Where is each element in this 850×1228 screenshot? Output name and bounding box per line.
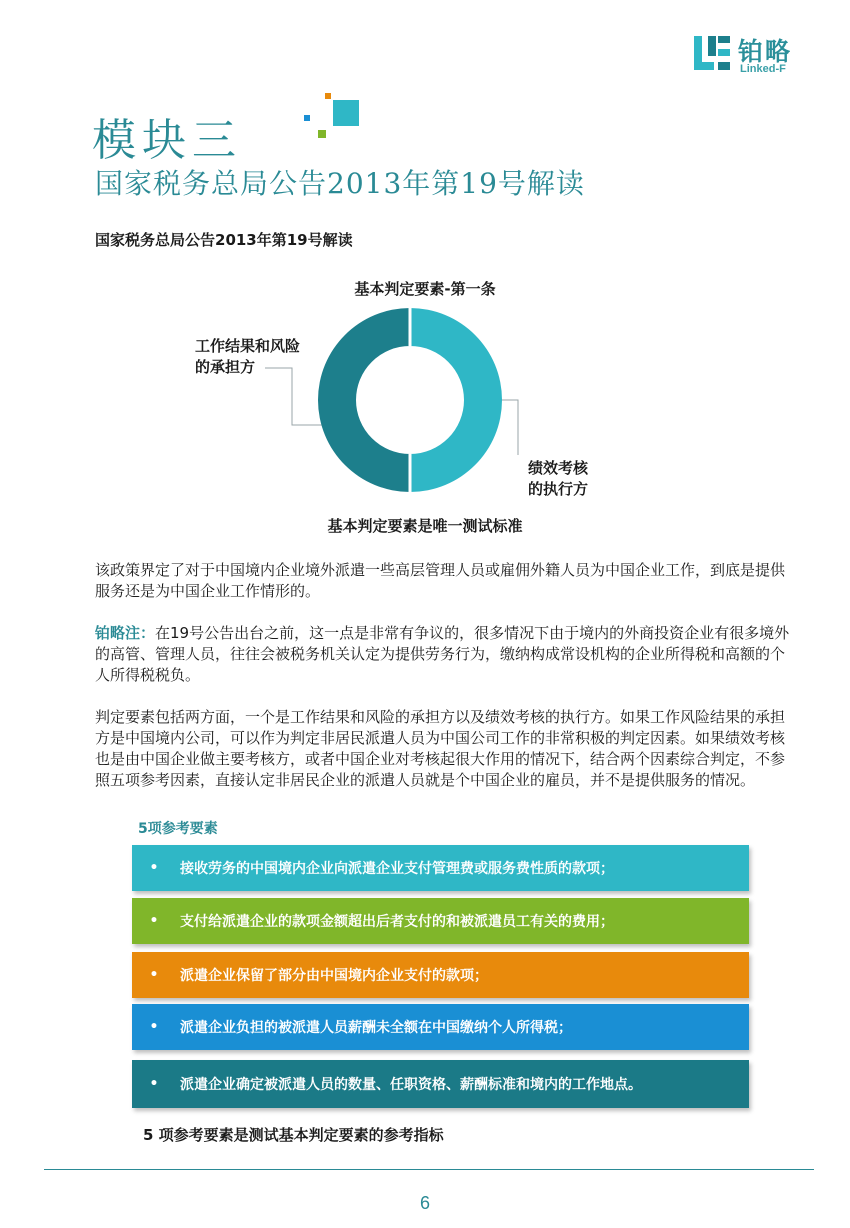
deco-square-large [333, 100, 359, 126]
figure-caption: 基本判定要素是唯一测试标准 [327, 517, 523, 535]
bullet-icon: • [149, 1019, 159, 1035]
logo-brand-text: 铂略 [738, 37, 793, 66]
logo-mark-icon [694, 36, 730, 70]
module-subtitle: 国家税务总局公告2013年第19号解读 [95, 167, 585, 200]
bullet-icon: • [149, 860, 159, 876]
figure-label-performance [528, 458, 588, 500]
paragraph-policy-scope: 该政策界定了对于中国境内企业境外派遣一些高层管理人员或雇佣外籍人员为中国企业工作，到底是提供服务还是为中国企业工作情形的。 [95, 561, 786, 600]
paragraph-determination: 判定要素包括两方面，一个是工作结果和风险的承担方以及绩效考核的执行方。如果工作风险结果的承担方是中国境内公司，可以作为判定非居民派遣人员为中国公司工作的非常积极的判定因素。如果绩效考核也是由中国企业做主要考核方，或者中国企业对考核起很大作用的情况下，结合两个因素综合判定，不参照五项参考因素，直接认定非居民企业的派遣人员就是个中国企业的雇员，并不是提供服务的情况。 [95, 708, 786, 789]
factor-text: 派遣企业确定被派遣人员的数量、任职资格、薪酬标准和境内的工作地点。 [180, 1077, 642, 1093]
figure-label-performance-line2: 的执行方 [528, 480, 589, 498]
factor-text: 接收劳务的中国境内企业向派遣企业支付管理费或服务费性质的款项； [180, 861, 614, 877]
factor-item [132, 1004, 749, 1050]
footer-divider [44, 1169, 814, 1170]
donut-diagram [310, 300, 510, 500]
figure-label-performance-line1: 绩效考核 [528, 459, 589, 477]
deco-square-blue [304, 115, 310, 121]
factor-item [132, 898, 749, 944]
note-label: 铂略注： [95, 624, 156, 642]
factors-heading: 5项参考要素 [138, 821, 218, 837]
bullet-icon: • [149, 1076, 159, 1092]
logo-sub-text: Linked-F [740, 63, 786, 75]
factor-text: 支付给派遣企业的款项金额超出后者支付的和被派遣员工有关的费用； [180, 914, 614, 930]
brand-logo [694, 30, 814, 76]
factor-text: 派遣企业保留了部分由中国境内企业支付的款项； [180, 968, 488, 984]
bullet-icon: • [149, 913, 159, 929]
module-title: 模块三 [92, 115, 242, 166]
factor-item [132, 952, 749, 998]
factor-text: 派遣企业负担的被派遣人员薪酬未全额在中国缴纳个人所得税； [180, 1020, 572, 1036]
figure-label-risk [195, 336, 300, 378]
deco-square-green [318, 130, 326, 138]
factor-item [132, 845, 749, 891]
donut-segment-performance [410, 308, 502, 492]
factor-item [132, 1060, 749, 1108]
figure-title: 基本判定要素-第一条 [354, 280, 496, 298]
factors-caption: 5 项参考要素是测试基本判定要素的参考指标 [143, 1126, 444, 1144]
figure-label-risk-line2: 的承担方 [195, 358, 256, 376]
section-heading: 国家税务总局公告2013年第19号解读 [95, 231, 353, 249]
note-text: 在19号公告出台之前，这一点是非常有争议的，很多情况下由于境内的外商投资企业有很多境外的高管、管理人员，往往会被税务机关认定为提供劳务行为，缴纳构成常设机构的企业所得税和高额的个人所得税税负。 [95, 624, 790, 684]
deco-square-small [325, 93, 331, 99]
figure-label-risk-line1: 工作结果和风险 [195, 337, 301, 355]
paragraph-note [95, 623, 795, 686]
donut-segment-risk [318, 308, 410, 492]
bullet-icon: • [149, 967, 159, 983]
page-number: 6 [419, 1193, 430, 1213]
